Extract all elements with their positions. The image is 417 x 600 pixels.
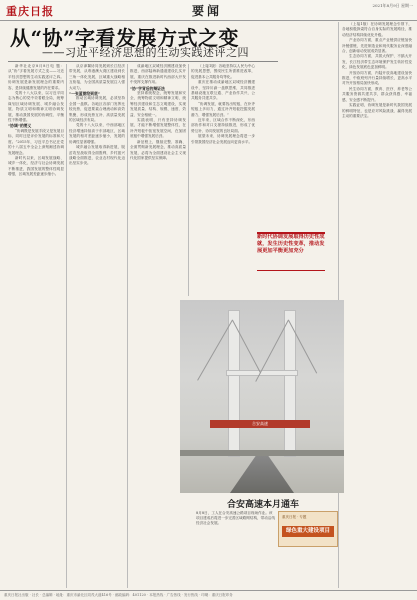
- paragraph: 开放协同方面，内陆开放高地建设加快推进，中欧班列开行量持续增长，更高水平对外开放格局加快形成。: [342, 70, 412, 86]
- section-title: 要闻: [192, 4, 223, 18]
- paragraph: 新华社北京8月8日电 题：从“协”字看发展方式之变——习近平经济思想的生动实践述评之四。协调发展是新发展理念的重要内容，是持续健康发展的内在要求。: [8, 64, 64, 90]
- photo-caption: 8月8日，工人在合安高速公路项目现场作业。该项目建成后将进一步完善区域路网结构，带动沿线经济社会发展。: [196, 511, 276, 525]
- bridge-deck: [180, 450, 344, 456]
- paragraph: 坚持系统观念，统筹发展和安全，统筹物质文明和精神文明，统筹经济建设和生态文明建设，实现发展质量、结构、规模、速度、效益、安全相统一。: [130, 91, 186, 117]
- article-column-2: [69, 64, 125, 588]
- bridge-photo: [180, 300, 344, 493]
- section-subheading: “一张蓝图绘到底”: [69, 91, 100, 97]
- pull-quote: 新时代协调发展取得历史性成就，发生历史性变革，推动发展更加平衡更加充分: [257, 232, 325, 271]
- ad-title: 绿色重大建设项目: [282, 526, 334, 537]
- paragraph: 近年来，区域合作不断深化，东西部协作和对口支援持续推进，形成了优势互补、协同发展的良好局面。: [191, 118, 255, 133]
- paragraph: “协调既是发展手段又是发展目标，同时还是评价发展的标准和尺度。”2015年，习近平总书记在党的十八届五中全会上深刻阐述协调发展理念。: [8, 128, 64, 155]
- article-column-3: [130, 64, 186, 296]
- headline-rule: [8, 61, 278, 62]
- paragraph: 产业协同方面，重点产业链供应链加快补链强链，先进制造业和现代服务业深度融合，创新驱动发展成效显著。: [342, 38, 412, 54]
- paragraph: “协调发展，就要找出短板，在补齐短板上多用力，通过补齐短板挖掘发展潜力、增强发展后劲。”: [191, 101, 255, 117]
- section-subheading: “协”字背后的辩证法: [130, 85, 165, 91]
- paragraph: 党的十八大以来，以习近平同志为核心的党中央着眼全局，统筹谋划区域协调发展、城乡融合发展、物质文明和精神文明协调发展，推动我国发展的协调性、平衡性不断增强。: [8, 91, 64, 123]
- bridge-banner: 合安高速: [210, 420, 310, 428]
- column-divider: [127, 64, 128, 588]
- paragraph: 实践表明，只有坚持协调发展，才能不断增强发展整体性，在补齐短板中拓宽发展空间，在加固底板中增强发展后劲。: [130, 118, 186, 139]
- paragraph: 从京津冀协同发展到长江经济带发展，从粤港澳大湾区建设到长三角一体化发展，区域重大战略相互衔接，为全国高质量发展注入强大动力。: [69, 64, 125, 90]
- paragraph: 党的十八大以来，中西部地区经济增速持续高于东部地区，区域发展的相对差距逐步缩小，发展的协调性显著增强。: [69, 123, 125, 144]
- paragraph: 重庆在推动成渝地区双城经济圈建设中，坚持川渝一盘棋思维，共同推进基础设施互联互通、产业协作共兴、公共服务共建共享。: [191, 80, 255, 101]
- article-column-4: [191, 64, 255, 296]
- paragraph: 民生协同方面，教育、医疗、养老等公共服务资源共建共享，群众获得感、幸福感、安全感不断提升。: [342, 86, 412, 102]
- article-subhead: ——习近平经济思想的生动实践述评之四: [42, 46, 249, 59]
- paragraph: （上接1版）在协调发展理念引领下，各地积极探索符合自身实际的发展路径，推动经济结构持续优化升级。: [342, 22, 412, 37]
- section-subheading: “协调”的要义: [8, 123, 32, 129]
- highway-road: [230, 456, 294, 493]
- issue-date: 2021年8月9日 星期一: [372, 3, 413, 8]
- column-divider: [66, 64, 67, 588]
- newspaper-logo: 重庆日报: [6, 5, 54, 18]
- advertisement-box: [278, 511, 338, 547]
- photo-caption-title: 合安高速本月通车: [226, 500, 299, 510]
- paragraph: 新征程上，继续完整、准确、全面贯彻新发展理念，推动高质量发展，必将为全面建设社会主义现代化国家提供坚实保障。: [130, 139, 186, 160]
- page-footer: 重庆日报社出版 · 社长 · 总编辑 · 地址：重庆市渝北区同茂大道416号 · 邮政编码：401120 · 本报热线 · 广告热线 · 发行热线 · 印刷：重庆日报印务: [0, 590, 417, 600]
- paragraph: 新时代以来，区域发展战略、城乡一体化、经济与社会协调发展不断推进，我国发展的整体性明显增强，区域发展差距逐步缩小。: [8, 155, 64, 177]
- paragraph: 展望未来，协调发展理念将进一步引领我国经济社会发展迈向更高水平。: [191, 134, 255, 144]
- paragraph: 推动区域协调发展，必须坚持全国一盘棋。各地区各部门发挥比较优势，促进要素合理流动和高效集聚，形成优势互补、高质量发展的区域经济布局。: [69, 96, 125, 123]
- paragraph: 生态协同方面，共抓大保护、不搞大开发，长江经济带生态环境保护发生转折性变化，绿色发展底色更加鲜明。: [342, 54, 412, 70]
- masthead: [0, 0, 417, 21]
- article-column-5: [342, 22, 412, 588]
- ad-top-text: 重庆日报 · 专题: [282, 515, 307, 519]
- column-divider: [188, 64, 189, 296]
- tower-crossbeam: [226, 370, 298, 376]
- paragraph: （上接1版）各地坚持以人民为中心的发展思想，围绕民生所需推进改革，促进基本公共服务均等化。: [191, 64, 255, 79]
- article-column-1: [8, 64, 64, 588]
- article-headline: 从“协”字看发展方式之变: [10, 26, 240, 50]
- paragraph: 城乡融合发展取得新进展，脱贫攻坚战取得全面胜利，乡村振兴战略全面推进，农业农村现代化迈出坚实步伐。: [69, 145, 125, 166]
- paragraph: 实践证明，协调发展是新时代我国发展的鲜明特征，也是应对风险挑战、赢得发展主动的重要法宝。: [342, 103, 412, 118]
- paragraph: 成渝地区双城经济圈建设加快推进，西部陆海新通道建设扎实开展，重庆在推进新时代西部大开发中发挥支撑作用。: [130, 64, 186, 85]
